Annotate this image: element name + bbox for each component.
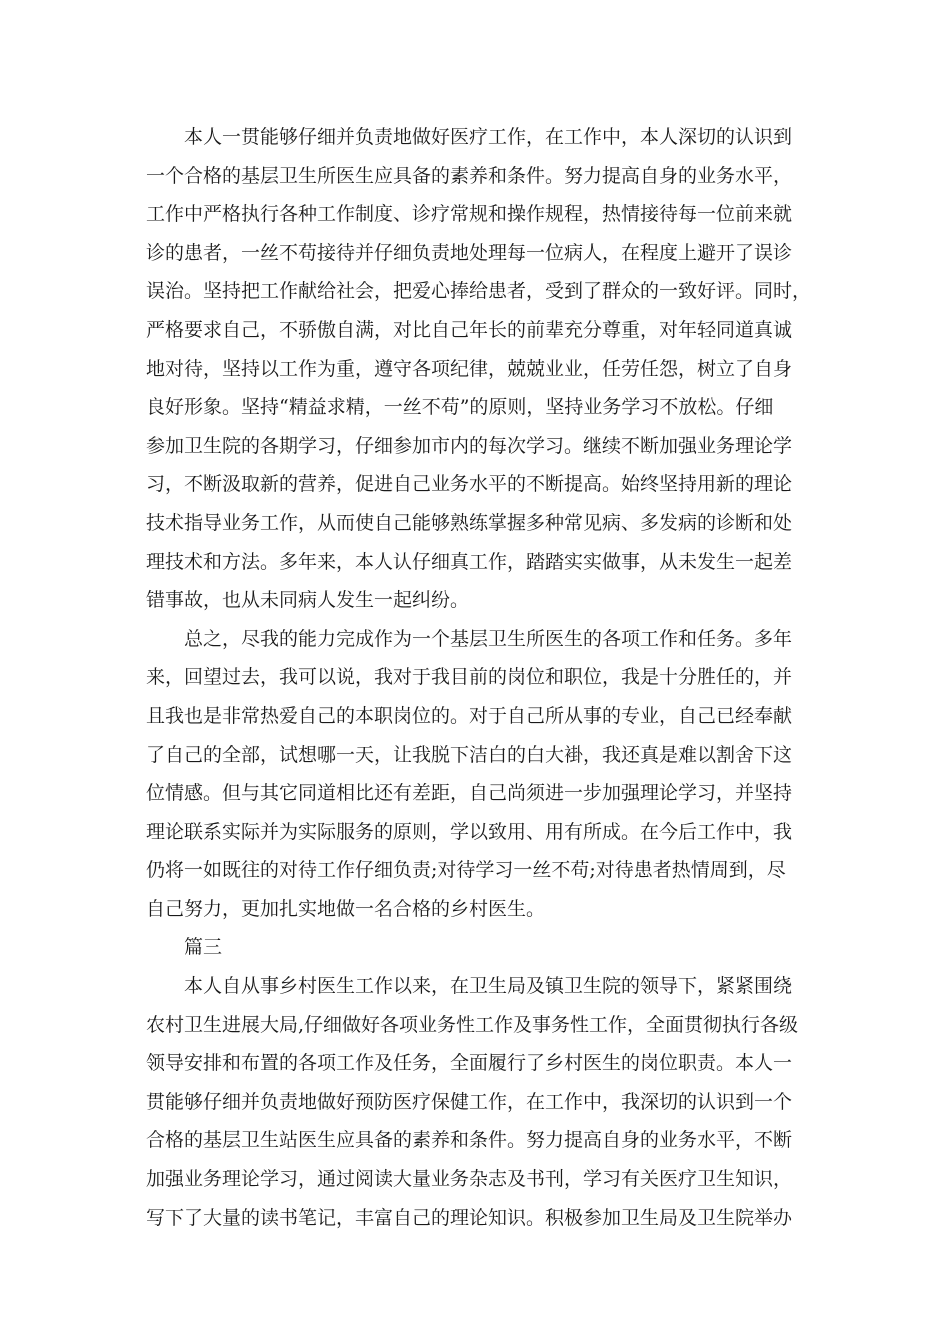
text-line: 领导安排和布置的各项工作及任务，全面履行了乡村医生的岗位职责。本人一 — [146, 1052, 793, 1075]
text-line: 本人一贯能够仔细并负责地做好医疗工作，在工作中，本人深切的认识到 — [184, 126, 793, 148]
text-line: 农村卫生进展大局,仔细做好各项业务性工作及事务性工作，全面贯彻执行各级 — [146, 1013, 799, 1036]
text-line: 一个合格的基层卫生所医生应具备的素养和条件。努力提高自身的业务水平， — [146, 164, 793, 187]
text-line: 严格要求自己，不骄傲自满，对比自己年长的前辈充分尊重，对年轻同道真诚 — [146, 318, 793, 341]
text-line: 地对待，坚持以工作为重，遵守各项纪律，兢兢业业，任劳任怨，树立了自身 — [146, 357, 793, 380]
text-line: 本人自从事乡村医生工作以来，在卫生局及镇卫生院的领导下，紧紧围绕 — [184, 975, 793, 998]
text-line: 良好形象。坚持“精益求精，一丝不苟”的原则，坚持业务学习不放松。仔细 — [146, 396, 774, 419]
text-line: 来，回望过去，我可以说，我对于我目前的岗位和职位，我是十分胜任的，并 — [146, 666, 793, 689]
text-line: 理论联系实际并为实际服务的原则，学以致用、用有所成。在今后工作中，我 — [146, 820, 793, 843]
paragraph-3 — [146, 967, 806, 1237]
text-line: 且我也是非常热爱自己的本职岗位的。对于自己所从事的专业，自己已经奉献 — [146, 704, 793, 727]
text-line: 诊的患者，一丝不苟接待并仔细负责地处理每一位病人，在程度上避开了误诊 — [146, 241, 793, 264]
text-line: 习，不断汲取新的营养，促进自己业务水平的不断提高。始终坚持用新的理论 — [146, 473, 793, 496]
section-heading: 篇三 — [184, 936, 223, 959]
paragraph-1 — [146, 118, 812, 620]
text-line: 写下了大量的读书笔记，丰富自己的理论知识。积极参加卫生局及卫生院举办 — [146, 1206, 793, 1229]
text-line: 仍将一如既往的对待工作仔细负责;对待学习一丝不苟;对待患者热情周到，尽 — [146, 859, 786, 882]
text-line: 位情感。但与其它同道相比还有差距，自己尚须进一步加强理论学习，并坚持 — [146, 782, 793, 805]
text-line: 自己努力，更加扎实地做一名合格的乡村医生。 — [146, 897, 546, 920]
text-line: 工作中严格执行各种工作制度、诊疗常规和操作规程，热情接待每一位前来就 — [146, 203, 793, 226]
text-line: 贯能够仔细并负责地做好预防医疗保健工作，在工作中，我深切的认识到一个 — [146, 1090, 793, 1113]
text-line: 技术指导业务工作，从而使自己能够熟练掌握多种常见病、多发病的诊断和处 — [146, 511, 793, 534]
text-line: 错事故，也从未同病人发生一起纠纷。 — [146, 589, 470, 612]
text-line: 参加卫生院的各期学习，仔细参加市内的每次学习。继续不断加强业务理论学 — [146, 434, 793, 457]
text-line: 总之，尽我的能力完成作为一个基层卫生所医生的各项工作和任务。多年 — [184, 627, 793, 650]
text-line: 合格的基层卫生站医生应具备的素养和条件。努力提高自身的业务水平，不断 — [146, 1129, 793, 1152]
text-line: 理技术和方法。多年来，本人认仔细真工作，踏踏实实做事，从未发生一起差 — [146, 550, 793, 573]
document-body — [146, 118, 812, 1237]
paragraph-2 — [146, 620, 806, 929]
text-line: 了自己的全部，试想哪一天，让我脱下洁白的白大褂，我还真是难以割舍下这 — [146, 743, 793, 766]
text-line: 加强业务理论学习，通过阅读大量业务杂志及书刊，学习有关医疗卫生知识， — [146, 1168, 793, 1191]
text-line: 误治。坚持把工作献给社会，把爱心捧给患者，受到了群众的一致好评。同时， — [146, 280, 812, 303]
